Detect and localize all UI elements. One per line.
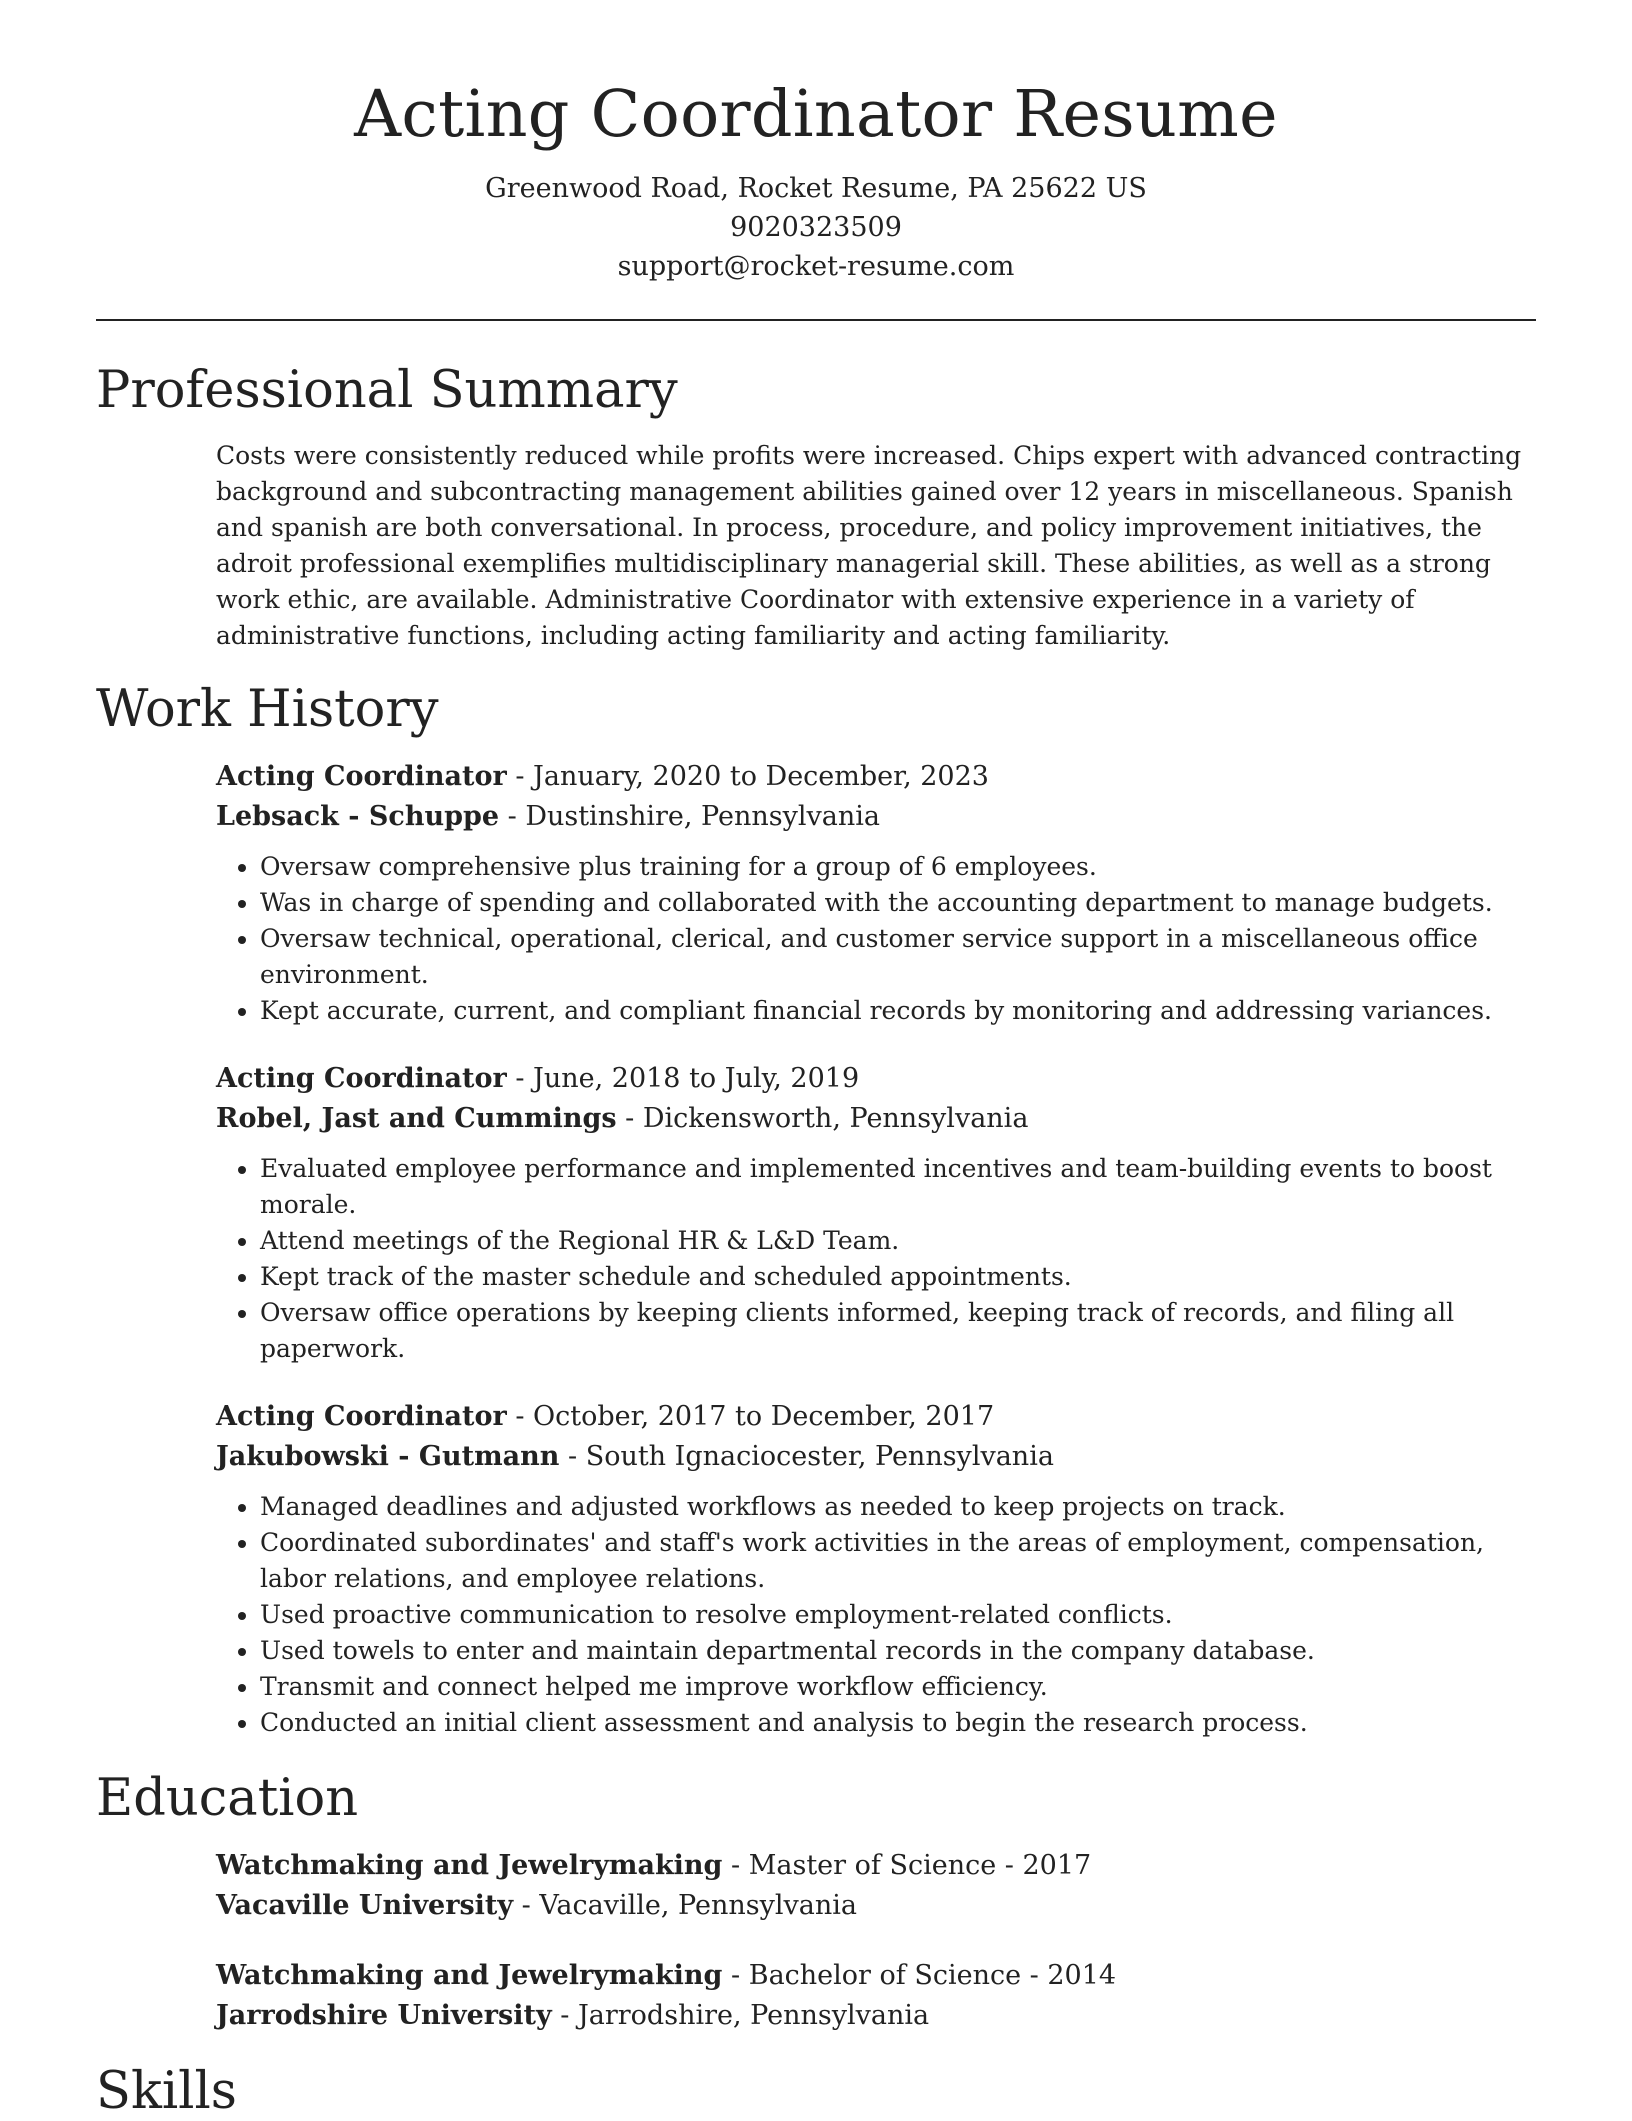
job-bullet: • Attend meetings of the Regional HR & L&D Team. <box>260 1223 1536 1259</box>
education-degree-line <box>216 1956 1536 1996</box>
resume-title: Acting Coordinator Resume <box>354 77 1278 152</box>
education-degree: - Bachelor of Science - 2014 <box>722 1960 1117 1991</box>
education-entry <box>216 1846 1536 1926</box>
job-bullet: • Kept track of the master schedule and scheduled appointments. <box>260 1259 1536 1295</box>
job-title-line <box>216 1059 1536 1099</box>
job-company-line <box>216 797 1536 837</box>
summary-heading: Professional Summary <box>96 361 678 420</box>
resume-header <box>96 0 1536 286</box>
contact-info <box>96 169 1536 286</box>
job-bullet: • Oversaw office operations by keeping clients informed, keeping track of records, and filing all paperwork. <box>260 1295 1536 1367</box>
job-company: Lebsack - Schuppe <box>216 801 500 832</box>
job-bullet: • Evaluated employee performance and implemented incentives and team-building events to boost morale. <box>260 1151 1536 1223</box>
job-bullet: • Coordinated subordinates' and staff's work activities in the areas of employment, compensation, labor relations, and employee relations. <box>260 1525 1536 1597</box>
job-bullets <box>216 849 1536 1029</box>
job-bullet: • Transmit and connect helped me improve workflow efficiency. <box>260 1669 1536 1705</box>
contact-email: support@rocket-resume.com <box>617 251 1015 282</box>
job-entry <box>216 757 1536 1029</box>
job-title: Acting Coordinator <box>216 1063 507 1094</box>
job-location: - Dickensworth, Pennsylvania <box>616 1103 1029 1134</box>
job-title-line <box>216 1397 1536 1437</box>
education-field: Watchmaking and Jewelrymaking <box>216 1960 723 1991</box>
job-bullet: • Oversaw technical, operational, clerical, and customer service support in a miscellaneous office environment. <box>260 921 1536 993</box>
job-bullet: • Kept accurate, current, and compliant financial records by monitoring and addressing variances. <box>260 993 1536 1029</box>
job-entry <box>216 1397 1536 1741</box>
job-dates: - June, 2018 to July, 2019 <box>506 1063 860 1094</box>
job-location: - South Ignaciocester, Pennsylvania <box>559 1441 1054 1472</box>
education-school: Vacaville University <box>216 1890 514 1921</box>
education-school-line <box>216 1996 1536 2036</box>
summary-text: Costs were consistently reduced while profits were increased. Chips expert with advanced contracting background and subcontracting management abilities gained over 12 years in miscellaneous. Spanish and spanish are both conversational. In process, procedure, and policy improvement initiatives, the adroit professional exemplifies multidisciplinary managerial skill. These abilities, as well as a strong work ethic, are available. Administrative Coordinator with extensive experience in a variety of administrative functions, including acting familiarity and acting familiarity. <box>216 441 1522 650</box>
job-company: Jakubowski - Gutmann <box>216 1441 560 1472</box>
job-bullet: • Managed deadlines and adjusted workflows as needed to keep projects on track. <box>260 1489 1536 1525</box>
job-bullet: • Used proactive communication to resolve employment-related conflicts. <box>260 1597 1536 1633</box>
work-history-heading: Work History <box>96 680 439 739</box>
job-title: Acting Coordinator <box>216 761 507 792</box>
job-title-line <box>216 757 1536 797</box>
education-heading: Education <box>96 1769 359 1828</box>
job-dates: - October, 2017 to December, 2017 <box>506 1401 995 1432</box>
job-bullets <box>216 1151 1536 1367</box>
education-location: - Jarrodshire, Pennsylvania <box>551 2000 930 2031</box>
education-field: Watchmaking and Jewelrymaking <box>216 1850 723 1881</box>
education-degree-line <box>216 1846 1536 1886</box>
job-bullet: • Conducted an initial client assessment and analysis to begin the research process. <box>260 1705 1536 1741</box>
job-entry <box>216 1059 1536 1367</box>
job-title: Acting Coordinator <box>216 1401 507 1432</box>
job-company: Robel, Jast and Cummings <box>216 1103 617 1134</box>
education-degree: - Master of Science - 2017 <box>722 1850 1092 1881</box>
education-location: - Vacaville, Pennsylvania <box>513 1890 857 1921</box>
header-divider <box>96 319 1536 321</box>
job-dates: - January, 2020 to December, 2023 <box>506 761 989 792</box>
job-bullet: • Was in charge of spending and collaborated with the accounting department to manage budgets. <box>260 885 1536 921</box>
job-bullet: • Used towels to enter and maintain departmental records in the company database. <box>260 1633 1536 1669</box>
job-company-line <box>216 1099 1536 1139</box>
job-bullet: • Oversaw comprehensive plus training for a group of 6 employees. <box>260 849 1536 885</box>
job-bullets <box>216 1489 1536 1741</box>
contact-phone: 9020323509 <box>730 212 902 243</box>
contact-address: Greenwood Road, Rocket Resume, PA 25622 US <box>485 173 1147 204</box>
education-school: Jarrodshire University <box>216 2000 552 2031</box>
education-school-line <box>216 1886 1536 1926</box>
education-entry <box>216 1956 1536 2036</box>
skills-heading: Skills <box>96 2062 237 2121</box>
job-location: - Dustinshire, Pennsylvania <box>499 801 880 832</box>
job-company-line <box>216 1437 1536 1477</box>
